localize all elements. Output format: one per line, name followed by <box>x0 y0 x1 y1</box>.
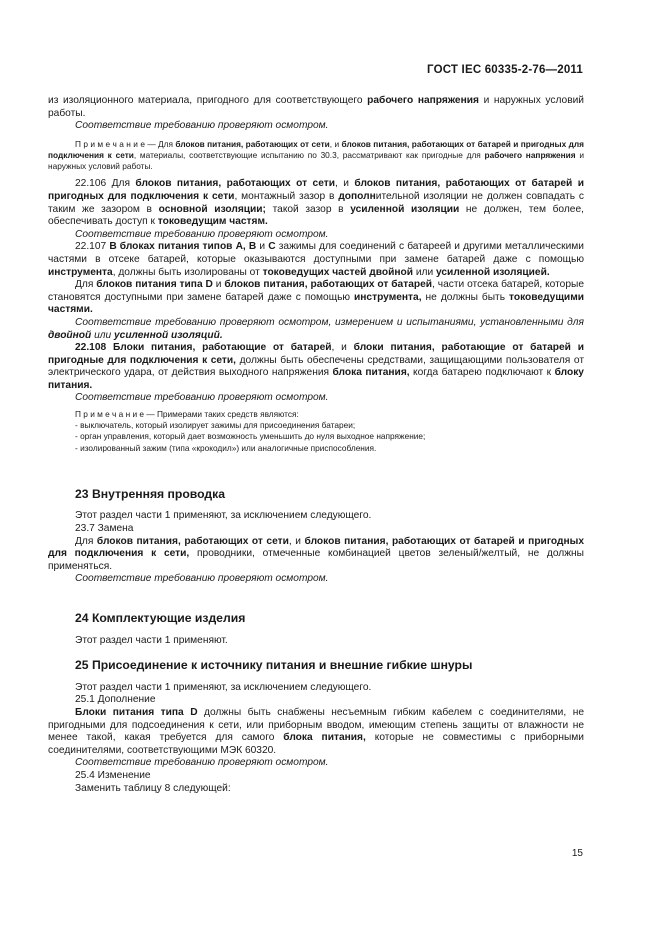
term-bold: блока питания, <box>283 732 366 744</box>
text-run: Для <box>75 535 97 547</box>
term-bold: инструмента, <box>354 291 422 303</box>
term-bold: рабочего напряжения <box>367 95 479 106</box>
term-bold: токоведущим частям. <box>157 216 268 228</box>
text-run: зажимы для соединений с батареей и другими металлическими частями в отсеке батарей, которые оказываются доступными при замене батарей даже с помощью <box>48 241 584 265</box>
text-run: не должны быть <box>421 291 510 303</box>
text-run: , части отсека батарей, которые становятся доступными при замене батарей даже с помощью <box>48 279 584 303</box>
compliance-note <box>48 317 584 342</box>
compliance-note: Соответствие требованию проверяют осмотром. <box>75 392 329 404</box>
text-run: Соответствие требованию проверяют осмотром, измерением и испытаниями, установленными для <box>75 316 584 328</box>
term-bold: блоку питания. <box>48 367 584 391</box>
paragraph <box>48 536 584 574</box>
term-bold: усиленной изоляции <box>350 203 460 215</box>
term-bold: блоков питания, работающих от сети <box>175 138 330 149</box>
term-bold: C <box>268 241 276 253</box>
text-run: , монтажный зазор в <box>234 190 339 202</box>
text-run: и <box>212 279 225 291</box>
text-run: — Примерами таких средств являются: <box>144 409 299 420</box>
clause-22-108 <box>48 342 584 392</box>
term-bold: блоков питания, работающих от сети <box>135 178 335 190</box>
document-header: ГОСТ IEC 60335-2-76—2011 <box>427 64 583 76</box>
compliance-note: Соответствие требованию проверяют осмотром. <box>75 120 329 132</box>
text-run: не должен, тем более, обеспечивать доступ к <box>48 203 584 228</box>
text-run: такой зазор в <box>265 203 351 215</box>
text-run: должны быть обеспечены средствами, защищающими пользователя от электрического удара, от действия выходного напряжения <box>48 354 585 379</box>
term-bold: дополн <box>338 190 376 202</box>
term-bold: блока питания, <box>332 367 410 379</box>
note <box>48 139 584 173</box>
term-bold: блоков питания, работающих от батарей и пригодных для подключения к сети, <box>48 535 584 560</box>
text-run: и наружных условий работы. <box>48 95 584 119</box>
text-run: или <box>91 329 114 341</box>
section-heading-24: 24 Комплектующие изделия <box>75 611 246 626</box>
term-bold: блоков питания, работающих от батарей <box>224 279 433 291</box>
paragraph: Заменить таблицу 8 следующей: <box>75 782 231 794</box>
section-heading-23: 23 Внутренняя проводка <box>75 486 226 501</box>
paragraph: 23.7 Замена <box>75 523 134 535</box>
paragraph <box>48 95 584 120</box>
text-run: 22.107 <box>75 241 110 253</box>
term-bold: усиленной изоляцией. <box>435 266 550 278</box>
text-run: , материалы, соответствующие испытанию по 30.3, рассматривают как пригодные для <box>133 149 485 160</box>
text-run: и <box>256 241 269 253</box>
note-item: - изолированный зажим (типа «крокодил») или аналогичные приспособления. <box>75 442 377 453</box>
term-bold: токоведущих частей двойной <box>262 266 413 278</box>
text-run: ительной изоляции не должен совпадать с таким же зазором в <box>48 190 584 215</box>
text-run: из изоляционного материала, пригодного для соответствующего <box>48 95 368 106</box>
compliance-note: Соответствие требованию проверяют осмотром. <box>75 573 329 585</box>
term-bold: рабочего напряжения <box>484 149 576 160</box>
term-bold: двойной <box>48 329 92 341</box>
text-run: когда батарею подключают к <box>409 367 555 379</box>
text-run: Для <box>75 279 97 291</box>
text-run: , и <box>288 535 305 547</box>
term-bold: токоведущими частями. <box>48 291 584 316</box>
term-bold: Блоки питания типа D <box>75 707 198 719</box>
text-run: , должны быть изолированы от <box>112 266 263 278</box>
term-bold: блоков питания, работающих от батарей и пригодных для подключения к сети <box>48 178 585 202</box>
note <box>48 409 584 420</box>
paragraph <box>48 279 584 317</box>
text-run: должны быть снабжены несъемным гибким кабелем с соединителями, не пригодными для подсоединения к сети, или приборным вводом, имеющим степень защиты от влажности не менее такой, какая требуется для самого <box>48 707 584 744</box>
page-number: 15 <box>571 848 583 859</box>
paragraph: 25.1 Дополнение <box>75 694 156 706</box>
paragraph: Этот раздел части 1 применяют. <box>75 634 228 646</box>
paragraph <box>48 707 584 757</box>
note-item: - выключатель, который изолирует зажимы для присоединения батареи; <box>75 420 356 431</box>
term-bold: В блоках питания типов A, B <box>109 241 257 253</box>
text-run: и наружных условий работы. <box>48 149 584 172</box>
term-bold: блоки питания, работающие от батарей и пригодные для подключения к сети, <box>48 342 584 366</box>
text-run: проводники, отмеченные комбинацией цветов зеленый/желтый, не должны применяться. <box>48 548 584 572</box>
term-bold: инструмента <box>48 266 113 278</box>
note-label: П р и м е ч а н и е <box>75 138 145 149</box>
compliance-note: Соответствие требованию проверяют осмотром. <box>75 228 329 240</box>
text-run: или <box>412 266 436 278</box>
document-body <box>48 95 584 795</box>
note-label: П р и м е ч а н и е <box>75 409 145 420</box>
term-bold: блоков питания, работающих от батарей и пригодных для подключения к сети <box>48 138 584 160</box>
text-run: которые не совместимы с приборными соединителями, соответствующими МЭК 60320. <box>48 732 584 756</box>
compliance-note: Соответствие требованию проверяют осмотром. <box>75 757 329 769</box>
text-run: , и <box>331 342 354 354</box>
text-run: , и <box>334 178 355 190</box>
term-bold: блоков питания, работающих от сети <box>96 535 289 547</box>
clause-22-106 <box>48 178 584 228</box>
term-bold: основной изоляции; <box>158 203 266 215</box>
text-run: 22.106 Для <box>75 178 136 190</box>
term-bold: блоков питания типа D <box>96 279 213 291</box>
clause-22-107 <box>48 241 584 279</box>
text-run: — Для <box>144 138 176 149</box>
section-heading-25: 25 Присоединение к источнику питания и внешние гибкие шнуры <box>75 658 473 673</box>
term-bold: 22.108 Блоки питания, работающие от батарей <box>75 342 332 354</box>
paragraph: 25.4 Изменение <box>75 769 151 781</box>
note-item: - орган управления, который дает возможность уменьшить до нуля выходное напряжение; <box>75 431 426 442</box>
term-bold: усиленной изоляций. <box>114 329 223 341</box>
paragraph: Этот раздел части 1 применяют, за исключением следующего. <box>75 681 372 693</box>
text-run: , и <box>329 138 342 149</box>
paragraph: Этот раздел части 1 применяют, за исключением следующего. <box>75 510 372 522</box>
